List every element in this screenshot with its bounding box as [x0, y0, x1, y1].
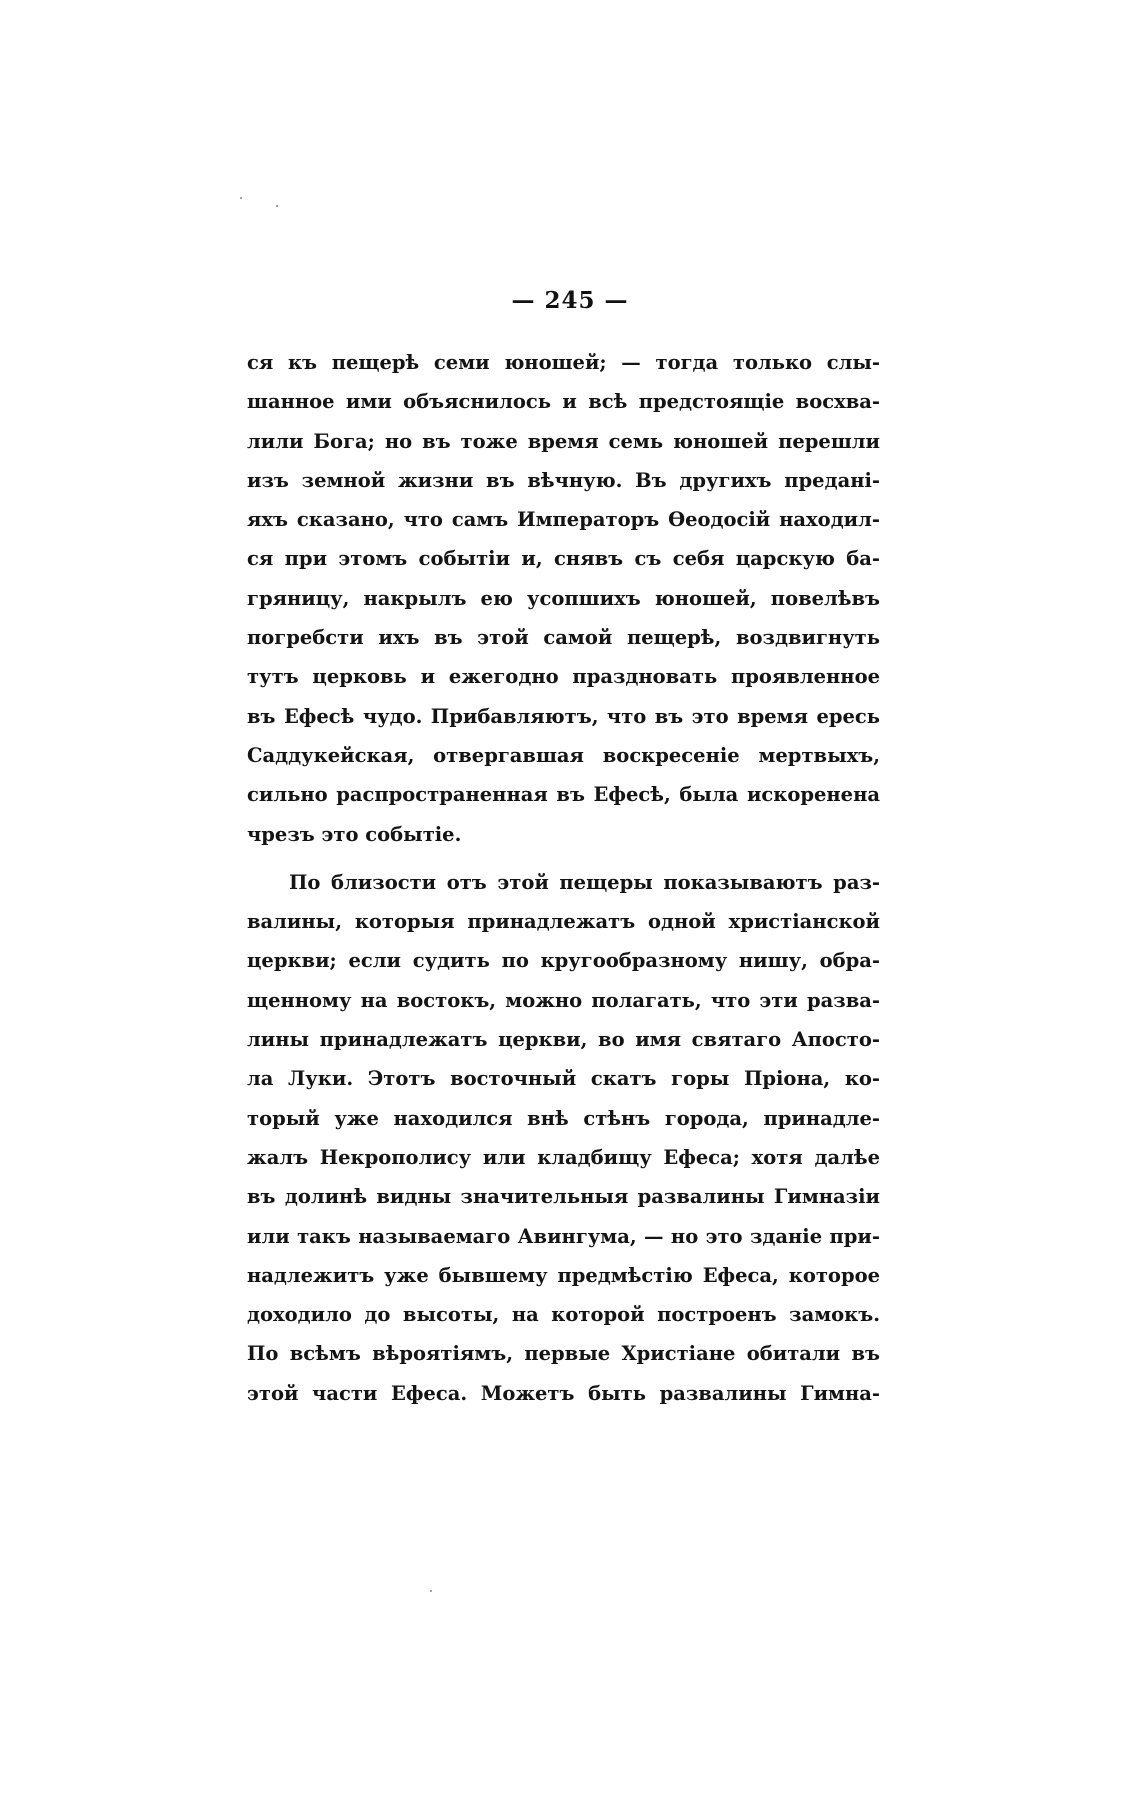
text-line: торый уже находился внѣ стѣнъ города, принадле- — [247, 1106, 880, 1130]
text-line: яхъ сказано, что самъ Императоръ Ѳеодосій находил- — [247, 508, 880, 532]
text-line: По всѣмъ вѣроятіямъ, первые Христіане обитали въ — [247, 1342, 880, 1366]
text-line: лины принадлежатъ церкви, во имя святаго Апосто- — [247, 1028, 880, 1052]
text-line: шанное ими объяснилось и всѣ предстоящіе восхва- — [247, 390, 880, 414]
text-line: ся при этомъ событіи и, снявъ съ себя царскую ба- — [247, 547, 880, 571]
text-line: церкви; если судить по кругообразному нишу, обра- — [247, 949, 880, 973]
text-line: или такъ называемаго Авингума, — но это зданіе при- — [247, 1224, 880, 1248]
text-line: По близости отъ этой пещеры показываютъ раз- — [289, 870, 880, 894]
paragraph-1 — [247, 343, 880, 854]
text-line: Саддукейская, отвергавшая воскресеніе мертвыхъ, — [247, 743, 880, 767]
text-line: ся къ пещерѣ семи юношей; — тогда только слы- — [247, 351, 880, 374]
text-line: изъ земной жизни въ вѣчную. Въ другихъ преданi- — [247, 468, 880, 492]
paragraph-2 — [247, 863, 880, 1413]
text-line: въ Ефесѣ чудо. Прибавляютъ, что въ это время ересь — [247, 704, 880, 728]
text-line: лили Бога; но въ тоже время семь юношей перешли — [247, 429, 880, 453]
text-line: доходило до высоты, на которой построенъ замокъ. — [247, 1303, 880, 1327]
text-line: жалъ Некрополису или кладбищу Ефеса; хотя далѣе — [247, 1145, 880, 1169]
text-line: гряницу, накрылъ ею усопшихъ юношей, повелѣвъ — [247, 586, 880, 610]
text-line: сильно распространенная въ Ефесѣ, была искоренена — [247, 783, 880, 807]
text-line: чрезъ это событіе. — [247, 822, 462, 846]
text-line: погребсти ихъ въ этой самой пещерѣ, воздвигнуть — [247, 626, 880, 650]
text-line: тутъ церковь и ежегодно праздновать проявленное — [247, 665, 880, 689]
paper-speck — [240, 197, 242, 199]
text-line: валины, которыя принадлежатъ одной христіанской — [247, 910, 880, 934]
text-line: надлежитъ уже бывшему предмѣстію Ефеса, которое — [247, 1263, 880, 1287]
paper-speck — [276, 205, 278, 207]
page-number: — 245 — — [511, 287, 629, 314]
text-line: этой части Ефеса. Можетъ быть развалины Гимна- — [247, 1381, 880, 1405]
text-line: въ долинѣ видны значительныя развалины Гимназіи — [247, 1185, 880, 1209]
body-text — [247, 343, 880, 1413]
text-line: щенному на востокъ, можно полагать, что эти разва- — [247, 988, 880, 1012]
text-line: ла Луки. Этотъ восточный скатъ горы Пріона, ко- — [247, 1067, 880, 1091]
paper-speck — [430, 1590, 432, 1592]
